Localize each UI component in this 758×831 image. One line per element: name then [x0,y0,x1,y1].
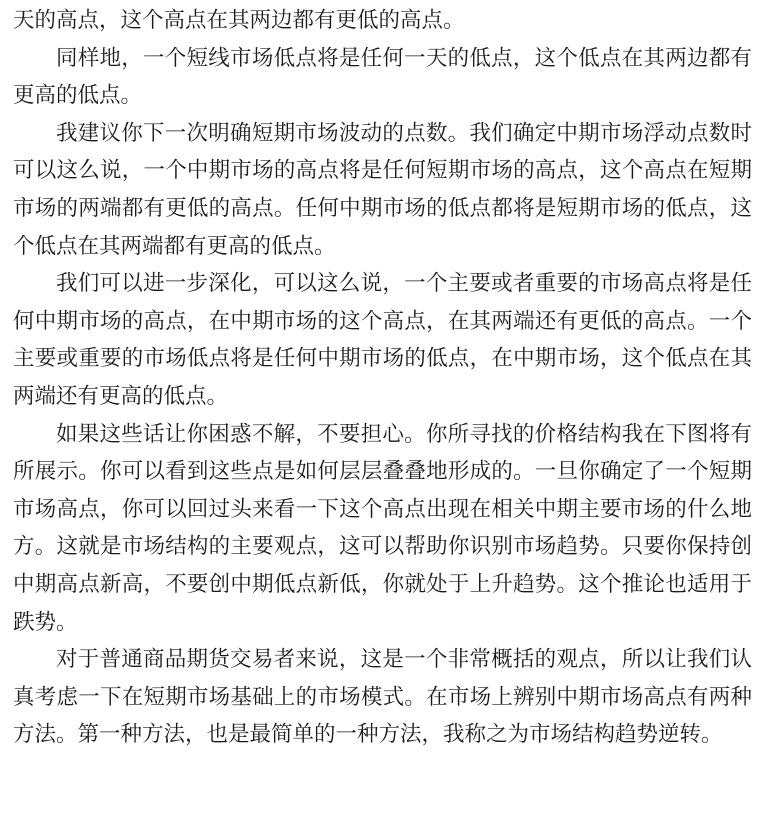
paragraph-trend-reversal: 对于普通商品期货交易者来说，这是一个非常概括的观点，所以让我们认真考虑一下在短期市场基础上的市场模式。在市场上辨别中期市场高点有两种方法。第一种方法，也是最简单的一种方法，我称之为市场结构趋势逆转。 [13,647,752,748]
paragraph-short-term-low: 同样地，一个短线市场低点将是任何一天的低点，这个低点在其两边都有更高的低点。 [13,45,752,109]
paragraph-price-structure: 如果这些话让你困惑不解，不要担心。你所寻找的价格结构我在下图将有所展示。你可以看到这些点是如何层层叠叠地形成的。一旦你确定了一个短期市场高点，你可以回过头来看一下这个高点出现在相关中期主要市场的什么地方。这就是市场结构的主要观点，这可以帮助你识别市场趋势。只要你保持创中期高点新高，不要创中期低点新低，你就处于上升趋势。这个推论也适用于跌势。 [13,421,752,635]
paragraph-intermediate-points: 我建议你下一次明确短期市场波动的点数。我们确定中期市场浮动点数时可以这么说，一个中期市场的高点将是任何短期市场的高点，这个高点在短期市场的两端都有更低的高点。任何中期市场的低点都将是短期市场的低点，这个低点在其两端都有更高的低点。 [13,120,752,259]
paragraph-continued: 天的高点，这个高点在其两边都有更低的高点。 [13,8,465,33]
paragraph-major-points: 我们可以进一步深化，可以这么说，一个主要或者重要的市场高点将是任何中期市场的高点，在中期市场的这个高点，在其两端还有更低的高点。一个主要或重要的市场低点将是任何中期市场的低点，在中期市场，这个低点在其两端还有更高的低点。 [13,271,752,409]
